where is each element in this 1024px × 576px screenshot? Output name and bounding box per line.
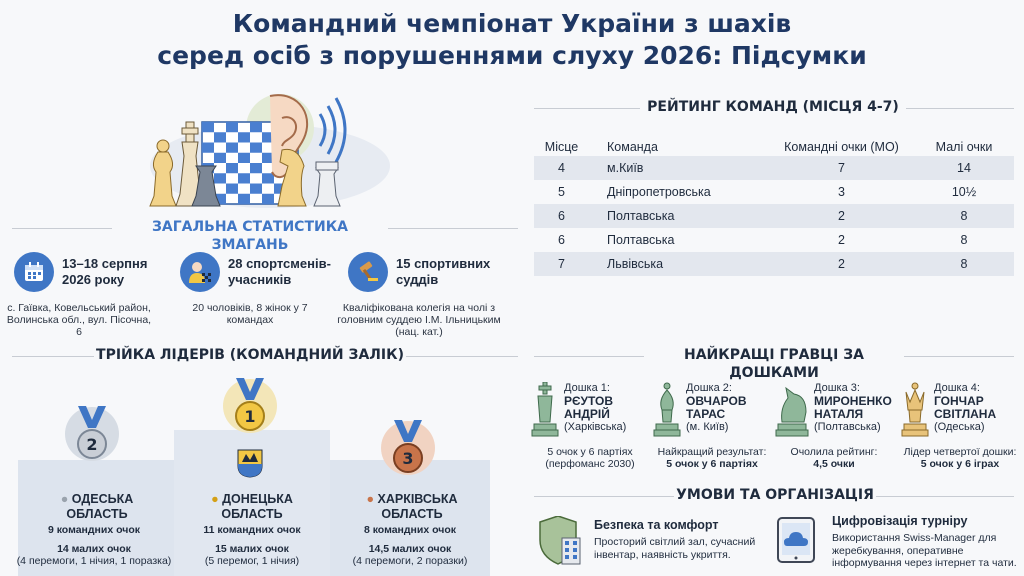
gavel-icon bbox=[348, 252, 388, 292]
player-result-line1: Очолила рейтинг: bbox=[790, 446, 878, 458]
player-meta bbox=[814, 382, 892, 434]
table-row bbox=[534, 180, 1014, 204]
column-header-team-points: Командні очки (МО) bbox=[784, 140, 899, 154]
medal-number: 2 bbox=[86, 435, 98, 454]
player-meta bbox=[564, 382, 626, 434]
table-cell: 7 bbox=[558, 257, 565, 271]
table-row bbox=[534, 204, 1014, 228]
table-cell: 6 bbox=[558, 209, 565, 223]
team-name-text: ДОНЕЦЬКА ОБЛАСТЬ bbox=[221, 492, 293, 521]
player-result-line2: 5 очок у 6 іграх bbox=[920, 458, 1000, 470]
divider bbox=[906, 108, 1014, 109]
team-record: (5 перемог, 1 нічия) bbox=[204, 555, 300, 567]
bishop-icon bbox=[652, 382, 682, 438]
stat-judges-head: 15 спортивних суддів bbox=[396, 256, 491, 287]
team-name-text: ХАРКІВСЬКА ОБЛАСТЬ bbox=[377, 492, 458, 521]
leaders-heading: ТРІЙКА ЛІДЕРІВ (КОМАНДНИЙ ЗАЛІК) bbox=[96, 347, 404, 363]
team-name-third: ● ХАРКІВСЬКА ОБЛАСТЬ bbox=[366, 492, 458, 521]
team-points-count: 8 командних очок bbox=[363, 524, 457, 536]
team-small-points: 15 малих очок bbox=[215, 542, 289, 555]
condition-digital bbox=[832, 514, 1018, 570]
player-surname: РЄУТОВ bbox=[564, 394, 614, 408]
page-title bbox=[0, 8, 1024, 72]
divider bbox=[12, 356, 94, 357]
player-result-line2: 5 очок у 6 партіях bbox=[666, 458, 758, 470]
team-record: (4 перемоги, 1 нічия, 1 поразка) bbox=[16, 555, 172, 567]
team-points-count: 9 командних очок bbox=[47, 524, 141, 536]
ranking-heading: РЕЙТИНГ КОМАНД (МІСЦЯ 4-7) bbox=[647, 99, 899, 115]
silver-medal-icon bbox=[64, 404, 120, 466]
title-line-1: Командний чемпіонат України з шахів bbox=[232, 9, 792, 38]
player-result-line2: (перфоманс 2030) bbox=[545, 458, 635, 470]
team-small-points: 14,5 малих очок bbox=[368, 542, 452, 555]
team-name-first: ● ДОНЕЦЬКА ОБЛАСТЬ bbox=[211, 492, 293, 521]
player-result bbox=[774, 446, 894, 470]
player-result-line2: 4,5 очки bbox=[813, 458, 855, 470]
table-cell: 8 bbox=[960, 233, 968, 247]
player-surname: ГОНЧАР bbox=[934, 394, 984, 408]
divider bbox=[12, 228, 112, 229]
players-icon bbox=[180, 252, 220, 292]
ranking-table bbox=[534, 138, 1014, 276]
divider bbox=[534, 496, 674, 497]
condition-title: Цифровізація турніру bbox=[832, 514, 968, 528]
stat-dates-head: 13–18 серпня 2026 року bbox=[62, 256, 148, 287]
stats-heading: ЗАГАЛЬНА СТАТИСТИКА ЗМАГАНЬ bbox=[151, 219, 348, 253]
player-meta bbox=[686, 382, 747, 434]
table-row bbox=[534, 156, 1014, 180]
player-meta bbox=[934, 382, 996, 434]
knight-icon bbox=[774, 382, 810, 438]
divider bbox=[388, 228, 518, 229]
table-row bbox=[534, 252, 1014, 276]
team-name-second: ● ОДЕСЬКА ОБЛАСТЬ bbox=[60, 492, 134, 521]
team-points-count: 11 командних очок bbox=[203, 524, 301, 536]
team-record: (4 перемоги, 2 поразки) bbox=[352, 555, 468, 567]
player-result bbox=[652, 446, 772, 470]
player-firstname: НАТАЛЯ bbox=[814, 407, 864, 421]
team-name-text: ОДЕСЬКА ОБЛАСТЬ bbox=[66, 492, 134, 521]
shield-building-icon bbox=[536, 516, 584, 566]
column-header-place: Місце bbox=[544, 140, 579, 154]
table-cell: 3 bbox=[838, 185, 845, 199]
table-cell: 8 bbox=[960, 257, 968, 271]
team-info-second bbox=[14, 524, 174, 568]
tablet-cloud-icon bbox=[776, 516, 818, 564]
stat-participants-head: 28 спортсменів-учасників bbox=[228, 256, 331, 287]
table-cell: 7 bbox=[838, 161, 845, 175]
table-cell: м.Київ bbox=[607, 161, 644, 175]
divider bbox=[534, 108, 640, 109]
column-header-small-points: Малі очки bbox=[935, 140, 993, 154]
player-team: (м. Київ) bbox=[686, 421, 729, 433]
table-cell: 10½ bbox=[951, 185, 977, 199]
title-line-2: серед осіб з порушеннями слуху 2026: Підсумки bbox=[157, 41, 867, 70]
player-surname: МИРОНЕНКО bbox=[814, 394, 892, 408]
player-team: (Харківська) bbox=[564, 421, 627, 433]
team-info-third bbox=[330, 524, 490, 568]
medal-number: 1 bbox=[244, 407, 256, 426]
table-cell: 8 bbox=[960, 209, 968, 223]
player-result-line1: Найкращий результат: bbox=[657, 446, 767, 458]
condition-title: Безпека та комфорт bbox=[594, 518, 719, 532]
divider bbox=[904, 356, 1014, 357]
condition-desc: Просторий світлий зал, сучасний інвентар, наявність укриття. bbox=[594, 536, 756, 561]
gold-medal-icon bbox=[222, 376, 278, 438]
bronze-medal-icon bbox=[380, 418, 436, 480]
table-cell: 6 bbox=[558, 233, 565, 247]
calendar-icon bbox=[14, 252, 54, 292]
divider bbox=[534, 356, 644, 357]
player-result bbox=[530, 446, 650, 470]
condition-desc: Використання Swiss-Manager для жеребкування, оперативне інформування через інтернет та чати. bbox=[832, 532, 1017, 569]
player-result-line1: Лідер четвертої дошки: bbox=[903, 446, 1017, 458]
chess-hearing-illustration bbox=[130, 86, 390, 214]
conditions-heading: УМОВИ ТА ОРГАНІЗАЦІЯ bbox=[676, 487, 874, 503]
board-label: Дошка 2: bbox=[686, 382, 732, 394]
table-cell: 2 bbox=[838, 257, 845, 271]
queen-icon bbox=[900, 382, 930, 438]
stat-participants-sub: 20 чоловіків, 8 жінок у 7 командах bbox=[192, 302, 308, 326]
player-result bbox=[900, 446, 1020, 470]
medal-number: 3 bbox=[402, 449, 414, 468]
table-cell: 14 bbox=[957, 161, 971, 175]
table-cell: 4 bbox=[558, 161, 565, 175]
player-team: (Полтавська) bbox=[814, 421, 881, 433]
table-cell: Дніпропетровська bbox=[607, 185, 711, 199]
king-icon bbox=[530, 382, 560, 438]
stat-judges-sub: Кваліфікована колегія на чолі з головним суддею І.М. Ільницьким (нац. кат.) bbox=[337, 302, 501, 338]
table-cell: 5 bbox=[558, 185, 565, 199]
stat-dates-sub: с. Гаївка, Ковельський район, Волинська обл., вул. Пісочна, 6 bbox=[6, 302, 152, 338]
table-cell: 2 bbox=[838, 209, 845, 223]
divider bbox=[406, 356, 518, 357]
table-row bbox=[534, 228, 1014, 252]
divider bbox=[876, 496, 1014, 497]
team-info-first bbox=[174, 524, 330, 568]
player-firstname: СВІТЛАНА bbox=[934, 407, 997, 421]
column-header-team: Команда bbox=[607, 140, 658, 154]
player-surname: ОВЧАРОВ bbox=[686, 394, 747, 408]
player-result-line1: 5 очок у 6 партіях bbox=[547, 446, 633, 458]
condition-safety bbox=[594, 518, 764, 561]
donetsk-coat-of-arms-icon bbox=[236, 448, 264, 478]
table-cell: 2 bbox=[838, 233, 845, 247]
table-cell: Полтавська bbox=[607, 233, 675, 247]
table-cell: Полтавська bbox=[607, 209, 675, 223]
player-team: (Одеська) bbox=[934, 421, 985, 433]
table-cell: Львівська bbox=[607, 257, 664, 271]
board-label: Дошка 3: bbox=[814, 382, 860, 394]
board-label: Дошка 4: bbox=[934, 382, 980, 394]
player-firstname: АНДРІЙ bbox=[564, 407, 610, 421]
boards-heading: НАЙКРАЩІ ГРАВЦІ ЗА ДОШКАМИ bbox=[684, 347, 864, 381]
board-label: Дошка 1: bbox=[564, 382, 610, 394]
team-small-points: 14 малих очок bbox=[57, 542, 131, 555]
table-header-row bbox=[534, 138, 1014, 156]
player-firstname: ТАРАС bbox=[686, 407, 726, 421]
